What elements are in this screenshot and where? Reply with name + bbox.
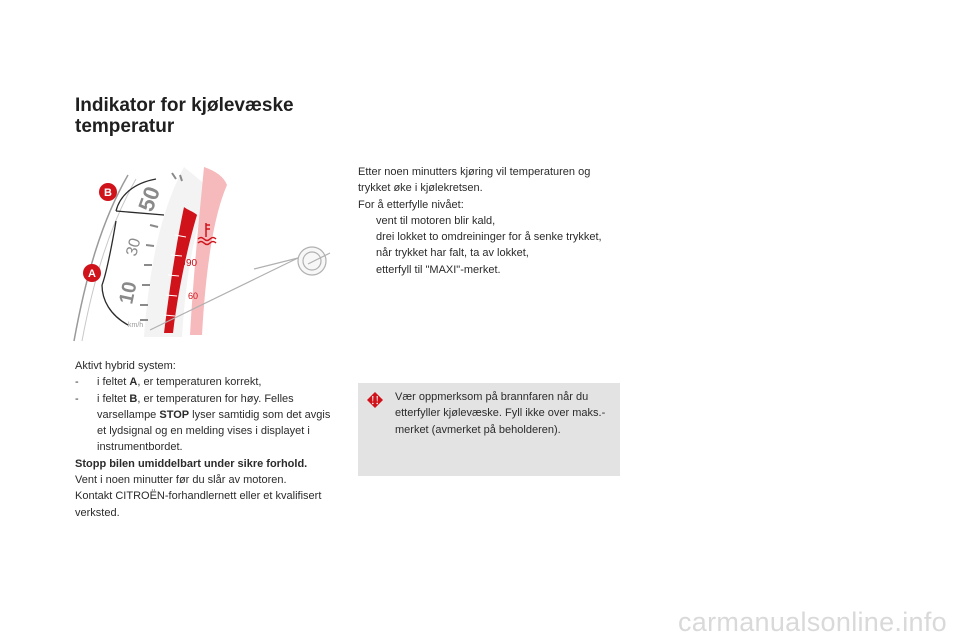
gauge-tick-10: 10: [115, 279, 142, 307]
list-dash: -: [75, 392, 79, 405]
item-a-pre: i feltet: [97, 376, 130, 389]
bullet-item: når trykket har falt, ta av lokket,: [358, 245, 620, 261]
bullet-item: drei lokket to omdreininger for å senke trykket,: [358, 229, 620, 245]
list-dash: -: [75, 376, 79, 389]
bullet-item: etterfyll til "MAXI"-merket.: [358, 262, 620, 278]
marker-b-label: B: [104, 187, 112, 199]
warning-text: Vær oppmerksom på brannfaren når du etterfyller kjølevæske. Fyll ikke over maks.-merket (avmerket på beholderen).: [395, 391, 606, 436]
temperature-90-label: 90: [186, 258, 198, 269]
item-a-post: , er temperaturen korrekt,: [137, 376, 262, 389]
gauge-tick-30: 30: [123, 236, 145, 259]
bullet-icon: [358, 229, 376, 245]
coolant-gauge-illustration: [72, 165, 357, 345]
gauge-unit-label: km/h: [128, 322, 144, 329]
right-column-text: [358, 164, 620, 278]
stop-instruction: Stopp bilen umiddelbart under sikre forhold.: [75, 457, 308, 470]
item-b-label: B: [129, 392, 138, 405]
marker-b-badge: [99, 183, 117, 201]
gauge-tick-50: 50: [133, 183, 166, 215]
item-a-label: A: [129, 376, 138, 389]
page-title: Indikator for kjølevæske temperatur: [75, 95, 294, 137]
bullet-icon: [358, 213, 376, 229]
marker-a-label: A: [88, 268, 96, 280]
wait-text: Vent i noen minutter før du slår av motoren.: [75, 474, 287, 487]
intro-text: Aktivt hybrid system:: [75, 360, 176, 372]
watermark-text: carmanualsonline.info: [678, 607, 947, 637]
bullet-item: vent til motoren blir kald,: [358, 213, 620, 229]
contact-text: Kontakt CITROËN-forhandlernett eller et kvalifisert verksted.: [75, 490, 322, 519]
bullet-icon: [358, 245, 376, 261]
marker-a-badge: [83, 264, 101, 282]
left-column-text: [75, 358, 340, 521]
item-b-mid: , er temperaturen for høy. Felles varsellampe: [97, 392, 294, 421]
intro-paragraph: Etter noen minutters kjøring vil temperaturen og trykket øke i kjølekretsen.: [358, 166, 591, 195]
refill-heading: For å etterfylle nivået:: [358, 198, 464, 211]
list-item-a: [75, 374, 340, 390]
bullet-icon: [358, 262, 376, 278]
list-item-b: [75, 391, 340, 456]
item-b-post: lyser samtidig som det avgis et lydsignal og en melding vises i displayet i instrumentbordet.: [97, 408, 331, 454]
temperature-60-label: 60: [188, 291, 199, 301]
stop-label: STOP: [159, 408, 190, 421]
item-b-pre: i feltet: [97, 392, 130, 405]
warning-exclamation-icon: [367, 392, 383, 408]
warning-box: [358, 383, 620, 476]
